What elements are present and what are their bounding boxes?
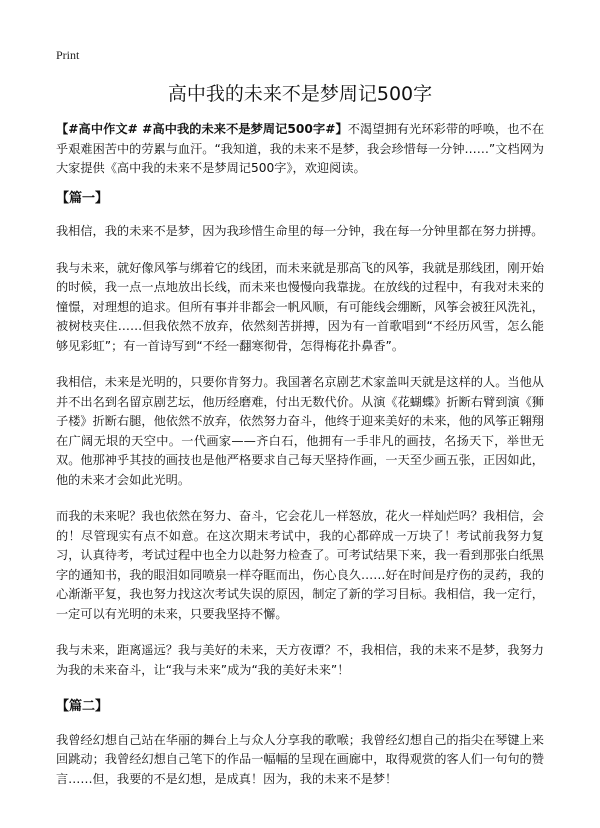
paragraph: 我与未来，就好像风筝与绑着它的线团，而未来就是那高飞的风筝，我就是那线团，刚开始的时候，我一点一点地放出长线，而未来也慢慢向我靠拢。在放线的过程中，有我对未来的憧憬，对理想的追求。但所有事并非都会一帆风顺，有可能线会绷断，风筝会被狂风洗礼，被树枝夹住……但我依然不放弃，依然刻苦拼搏，因为有一首歌唱到“不经历风雪，怎么能够见彩虹”；有一首诗写到“不经一翻寒彻骨，怎得梅花扑鼻香”。 (56, 260, 544, 353)
intro-paragraph (56, 120, 544, 179)
paragraph: 我曾经幻想自己站在华丽的舞台上与众人分享我的歌喉；我曾经幻想自己的指尖在琴键上来回跳动；我曾经幻想自己笔下的作品一幅幅的呈现在画廊中，取得观赏的客人们一句句的赞言……但，我要的不是幻想，是成真！因为，我的未来不是梦！ (56, 732, 544, 786)
section-heading-2: 【篇二】 (56, 699, 109, 714)
paragraph: 我相信，未来是光明的，只要你肯努力。我国著名京剧艺术家盖叫天就是这样的人。当他从并不出名到名留京剧艺坛，他历经磨难，付出无数代价。从演《花蝴蝶》折断右臂到演《狮子楼》折断右腿，他依然不放弃，依然努力奋斗，他终于迎来美好的未来，他的风筝正翱翔在广阔无垠的天空中。一代画家——齐白石，他拥有一手非凡的画技，名扬天下，举世无双。他那神乎其技的画技也是他严格要求自己每天坚持作画，一天至少画五张，正因如此，他的未来才会如此光明。 (56, 375, 544, 487)
intro-text: 不渴望拥有光环彩带的呼唤，也不在乎艰难困苦中的劳累与血汗。“我知道，我的未来不是梦，我会珍惜每一分钟……”文档网为大家提供《高中我的未来不是梦周记500字》，欢迎阅读。 (56, 122, 545, 175)
paragraph: 我与未来，距离遥远？我与美好的未来，天方夜谭？不，我相信，我的未来不是梦，我努力为我的未来奋斗，让“我与未来”成为“我的美好未来”！ (56, 643, 544, 677)
intro-tag: 【#高中作文# #高中我的未来不是梦周记500字#】 (56, 122, 348, 136)
page-title: 高中我的未来不是梦周记500字 (167, 83, 433, 105)
paragraph: 而我的未来呢？我也依然在努力、奋斗，它会花儿一样怒放，花火一样灿烂吗？我相信，会的！尽管现实有点不如意。在这次期末考试中，我的心都碎成一万块了！考试前我努力复习，认真待考，考试过程中也全力以赴努力检查了。可考试结果下来，我一看到那张白纸黑字的通知书，我的眼泪如同喷泉一样夺眶而出，伤心良久……好在时间是疗伤的灵药，我的心渐渐平复，我也努力找这次考试失误的原因，制定了新的学习目标。我相信，我一定行，一定可以有光明的未来，只要我坚持不懈。 (56, 509, 544, 621)
paragraph: 我相信，我的未来不是梦，因为我珍惜生命里的每一分钟，我在每一分钟里都在努力拼搏。 (56, 224, 544, 238)
section-heading-1: 【篇一】 (56, 190, 109, 206)
article-body (56, 120, 544, 806)
print-link[interactable]: Print (56, 48, 80, 62)
